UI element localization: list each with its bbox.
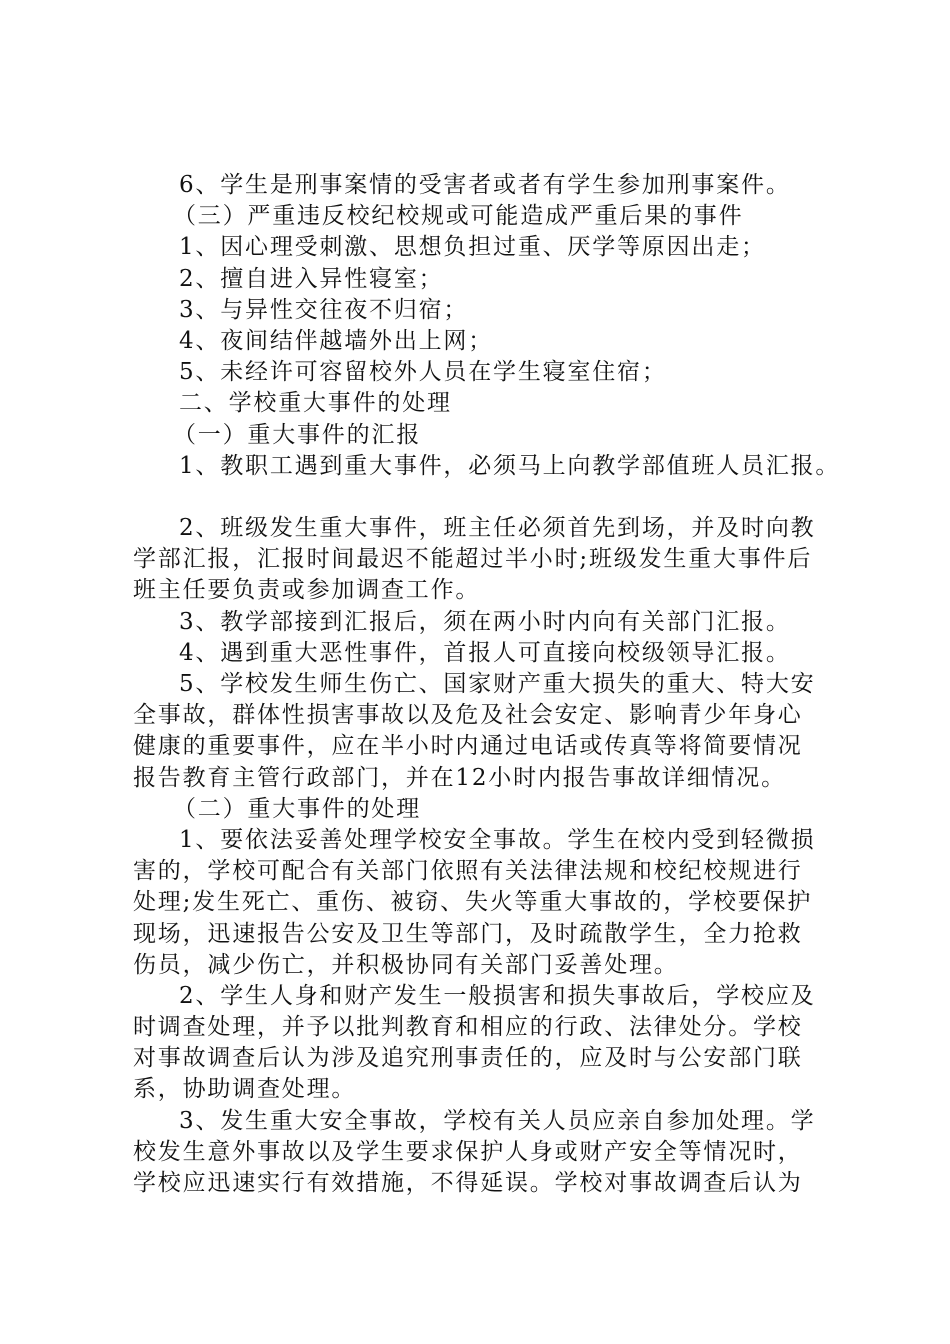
paragraph-line: 全事故，群体性损害事故以及危及社会安定、影响青少年身心 — [133, 702, 803, 729]
paragraph-line: 4、遇到重大恶性事件，首报人可直接向校级领导汇报。 — [179, 639, 791, 666]
list-item: 3、与异性交往夜不归宿； — [179, 296, 469, 323]
list-item: 5、未经许可容留校外人员在学生寝室住宿； — [179, 359, 667, 386]
paragraph-line: 对事故调查后认为涉及追究刑事责任的，应及时与公安部门联 — [133, 1045, 803, 1072]
paragraph-line: 学校应迅速实行有效措施，不得延误。学校对事故调查后认为 — [133, 1170, 803, 1196]
paragraph-line: 现场，迅速报告公安及卫生等部门，及时疏散学生，全力抢救 — [133, 920, 803, 947]
paragraph-line: 班主任要负责或参加调查工作。 — [133, 577, 481, 604]
paragraph — [133, 1106, 833, 1200]
paragraph-line: 3、教学部接到汇报后，须在两小时内向有关部门汇报。 — [179, 608, 791, 635]
paragraph-line: 5、学校发生师生伤亡、国家财产重大损失的重大、特大安 — [179, 671, 816, 697]
paragraph-line: 学部汇报，汇报时间最迟不能超过半小时;班级发生重大事件后 — [133, 546, 813, 573]
paragraph-line: 2、学生人身和财产发生一般损害和损失事故后，学校应及 — [179, 982, 816, 1009]
paragraph-line: 伤员，减少伤亡，并积极协同有关部门妥善处理。 — [133, 951, 679, 978]
paragraph-line: 报告教育主管行政部门，并在12小时内报告事故详细情况。 — [133, 764, 786, 791]
subsection-heading — [133, 794, 833, 825]
paragraph — [133, 607, 833, 638]
paragraph-line: 时调查处理，并予以批判教育和相应的行政、法律处分。学校 — [133, 1014, 803, 1041]
section-heading: 二、学校重大事件的处理 — [179, 390, 452, 417]
paragraph — [133, 981, 833, 1106]
paragraph-line: 处理;发生死亡、重伤、被窃、失火等重大事故的，学校要保护 — [133, 889, 813, 916]
subsection-heading: （一）重大事件的汇报 — [173, 421, 421, 448]
paragraph-line: 1、要依法妥善处理学校安全事故。学生在校内受到轻微损 — [179, 826, 816, 853]
list-item: 1、教职工遇到重大事件，必须马上向教学部值班人员汇报。 — [179, 452, 841, 479]
text-line: 6、学生是刑事案情的受害者或者有学生参加刑事案件。 — [179, 172, 791, 198]
paragraph — [133, 638, 833, 669]
paragraph-line: 校发生意外事故以及学生要求保护人身或财产安全等情况时， — [133, 1138, 803, 1165]
section-heading: （三）严重违反校纪校规或可能造成严重后果的事件 — [173, 203, 744, 230]
blank-line — [133, 482, 833, 513]
list-item: 2、擅自进入异性寝室； — [179, 265, 444, 292]
paragraph-line: （二）重大事件的处理 — [173, 795, 421, 822]
paragraph-line: 2、班级发生重大事件，班主任必须首先到场，并及时向教 — [179, 515, 816, 542]
paragraph-line: 害的，学校可配合有关部门依照有关法律法规和校纪校规进行 — [133, 858, 803, 885]
document-body — [133, 170, 841, 1199]
paragraph — [133, 513, 833, 607]
paragraph-line: 健康的重要事件，应在半小时内通过电话或传真等将简要情况 — [133, 733, 803, 760]
paragraph — [133, 669, 833, 794]
list-item: 4、夜间结伴越墙外出上网； — [179, 327, 494, 354]
paragraph-line: 系，协助调查处理。 — [133, 1076, 357, 1103]
paragraph — [133, 825, 833, 981]
list-item: 1、因心理受刺激、思想负担过重、厌学等原因出走； — [179, 234, 766, 261]
paragraph-line: 3、发生重大安全事故，学校有关人员应亲自参加处理。学 — [179, 1107, 816, 1134]
